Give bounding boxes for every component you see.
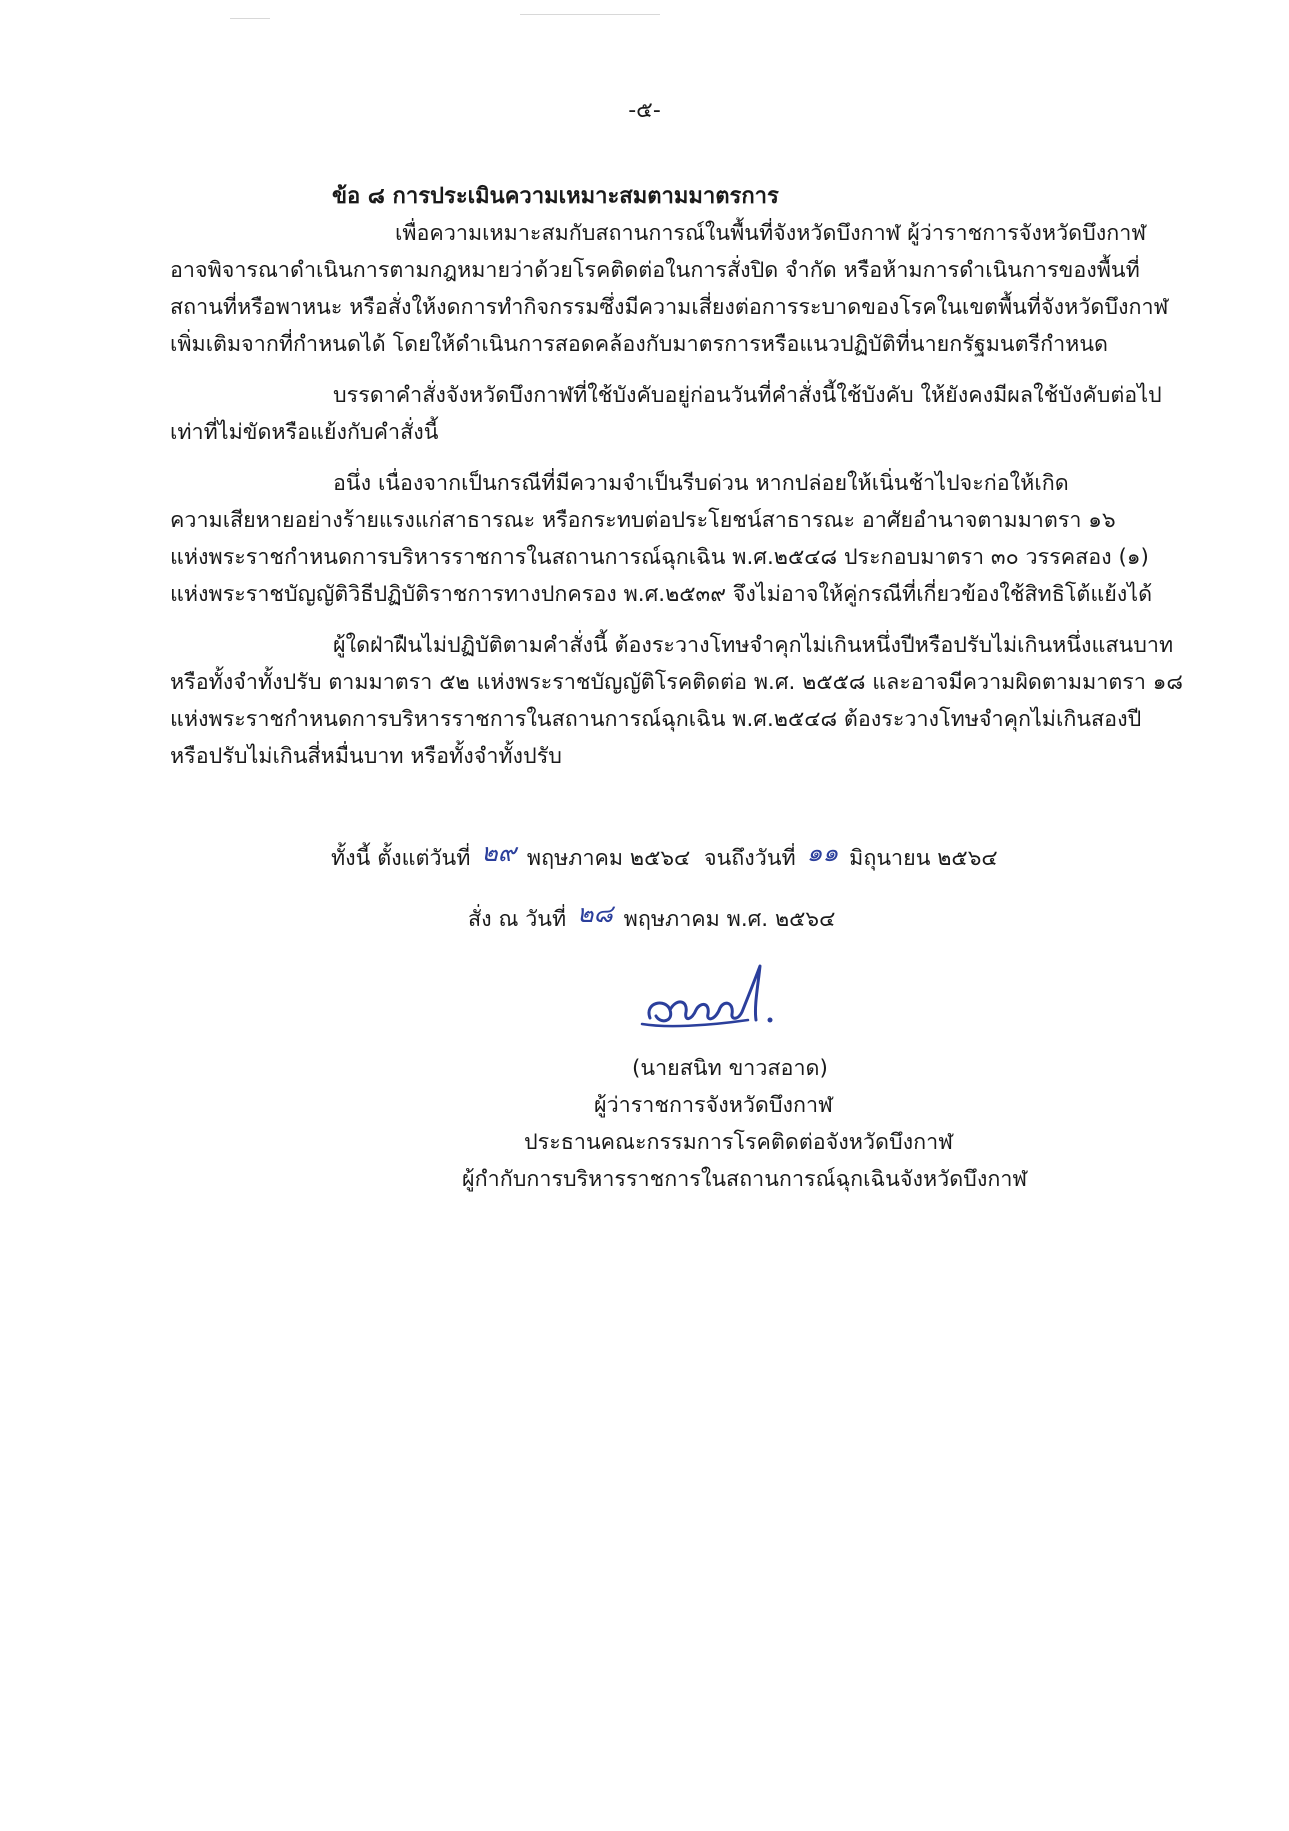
paragraph-previous-orders	[170, 377, 1170, 451]
page-number: -๕-	[628, 98, 661, 123]
paragraph-line: แห่งพระราชกำหนดการบริหารราชการในสถานการณ์ฉุกเฉิน พ.ศ.๒๕๔๘ ต้องระวางโทษจำคุกไม่เกินสองปี	[170, 707, 1142, 732]
paragraph-line: อาจพิจารณาดำเนินการตามกฎหมายว่าด้วยโรคติดต่อในการสั่งปิด จำกัด หรือห้ามการดำเนินการของพื้นที่	[170, 258, 1140, 283]
scan-artifact	[520, 14, 660, 15]
order-month-year: พฤษภาคม พ.ศ. ๒๕๖๔	[623, 907, 836, 932]
document-body	[170, 178, 1183, 775]
paragraph-line: เพิ่มเติมจากที่กำหนดได้ โดยให้ดำเนินการสอดคล้องกับมาตรการหรือแนวปฏิบัติที่นายกรัฐมนตรีกำหนด	[170, 332, 1109, 357]
paragraph-line: ความเสียหายอย่างร้ายแรงแก่สาธารณะ หรือกระทบต่อประโยชน์สาธารณะ อาศัยอำนาจตามมาตรา ๑๖	[170, 508, 1116, 533]
paragraph-line: อนึ่ง เนื่องจากเป็นกรณีที่มีความจำเป็นรีบด่วน หากปล่อยให้เนิ่นช้าไปจะก่อให้เกิด	[333, 471, 1069, 496]
scan-artifact	[230, 18, 270, 19]
signer-title: ประธานคณะกรรมการโรคติดต่อจังหวัดบึงกาฬ	[524, 1130, 953, 1155]
paragraph-line: แห่งพระราชกำหนดการบริหารราชการในสถานการณ์ฉุกเฉิน พ.ศ.๒๕๔๘ ประกอบมาตรา ๓๐ วรรคสอง (๑)	[170, 545, 1149, 570]
effective-start-month-year: พฤษภาคม ๒๕๖๔	[526, 846, 691, 871]
paragraph-urgency	[170, 465, 1170, 613]
paragraph-line: เท่าที่ไม่ขัดหรือแย้งกับคำสั่งนี้	[170, 420, 439, 445]
paragraph-line: เพื่อความเหมาะสมกับสถานการณ์ในพื้นที่จังหวัดบึงกาฬ ผู้ว่าราชการจังหวัดบึงกาฬ	[395, 221, 1147, 246]
effective-period	[331, 837, 998, 877]
effective-end-month-year: มิถุนายน ๒๕๖๔	[849, 846, 998, 871]
paragraph-line: หรือปรับไม่เกินสี่หมื่นบาท หรือทั้งจำทั้งปรับ	[170, 744, 562, 769]
signature-image	[636, 962, 816, 1042]
paragraph-line: แห่งพระราชบัญญัติวิธีปฏิบัติราชการทางปกครอง พ.ศ.๒๕๓๙ จึงไม่อาจให้คู่กรณีที่เกี่ยวข้องใช้สิทธิโต้แย้งได้	[170, 582, 1153, 607]
handwritten-end-day: ๑๑	[806, 838, 839, 867]
signer-block	[400, 1050, 1100, 1198]
handwritten-start-day: ๒๙	[481, 838, 517, 867]
paragraph-line: หรือทั้งจำทั้งปรับ ตามมาตรา ๕๒ แห่งพระราชบัญญัติโรคติดต่อ พ.ศ. ๒๕๕๘ และอาจมีความผิดตามมาตรา ๑๘	[170, 670, 1183, 695]
effective-until: จนถึงวันที่	[703, 846, 796, 871]
section-heading: ข้อ ๘ การประเมินความเหมาะสมตามมาตรการ	[332, 184, 779, 209]
paragraph-assessment	[170, 215, 1170, 363]
order-date	[468, 898, 835, 938]
paragraph-line: บรรดาคำสั่งจังหวัดบึงกาฬที่ใช้บังคับอยู่ก่อนวันที่คำสั่งนี้ใช้บังคับ ให้ยังคงมีผลใช้บังคับต่อไป	[333, 383, 1162, 408]
paragraph-line: สถานที่หรือพาหนะ หรือสั่งให้งดการทำกิจกรรมซึ่งมีความเสี่ยงต่อการระบาดของโรคในเขตพื้นที่จังหวัดบึงกาฬ	[170, 295, 1169, 320]
signer-title: ผู้กำกับการบริหารราชการในสถานการณ์ฉุกเฉินจังหวัดบึงกาฬ	[462, 1167, 1028, 1192]
paragraph-penalties	[170, 627, 1183, 775]
handwritten-order-day: ๒๘	[577, 899, 613, 928]
signer-title: ผู้ว่าราชการจังหวัดบึงกาฬ	[594, 1093, 833, 1118]
order-prefix: สั่ง ณ วันที่	[468, 907, 567, 932]
signer-name: (นายสนิท ขาวสอาด)	[632, 1056, 828, 1081]
paragraph-line: ผู้ใดฝ่าฝืนไม่ปฏิบัติตามคำสั่งนี้ ต้องระวางโทษจำคุกไม่เกินหนึ่งปีหรือปรับไม่เกินหนึ่งแสนบาท	[333, 633, 1174, 658]
effective-prefix: ทั้งนี้ ตั้งแต่วันที่	[331, 846, 471, 871]
